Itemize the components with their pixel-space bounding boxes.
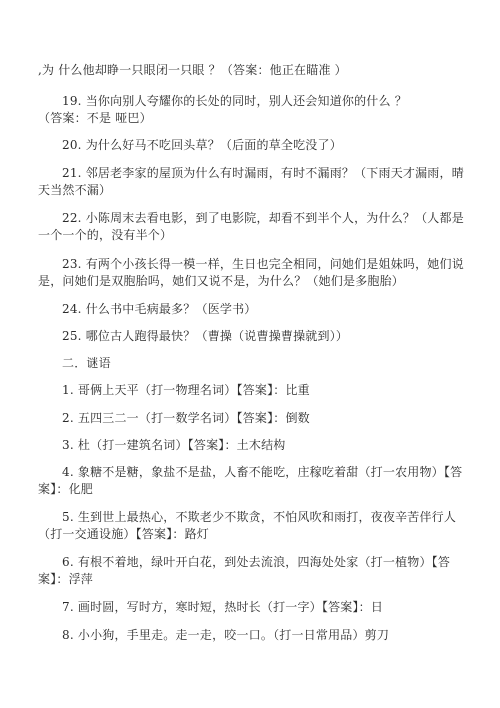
riddle-23-line-1: 23. 有两个小孩长得一模一样，生日也完全相同，问她们是姐妹吗，她们说 [62,257,464,271]
riddle-22-line-2: 一个一个的，没有半个） [38,228,173,242]
riddle-item-4-line-1: 4. 象糖不是糖，象盐不是盐，人畜不能吃，庄稼吃着甜（打一农用物）【答 [62,465,463,479]
riddle-21-line-2: 天当然不漏） [38,183,112,197]
riddle-18-text-end: ,为 什么他却睁一只眼闭一只眼 ？（答案：他正在瞄准 ） [38,63,347,77]
riddle-item-8: 8. 小小狗，手里走。走一走，咬一口。（打一日常用品）剪刀 [62,628,390,642]
section-heading-riddles: 二．谜语 [62,356,111,370]
riddle-item-4-line-2: 案】：化肥 [38,482,94,496]
riddle-item-5-line-1: 5. 生到世上最热心，不欺老少不欺贪，不怕风吹和雨打，夜夜辛苦伴行人 [62,510,457,524]
riddle-item-1: 1. 哥俩上天平（打一物理名词）【答案】：比重 [62,383,310,397]
riddle-item-5-line-2: （打一交通设施）【答案】：路灯 [38,527,210,541]
riddle-item-3: 3. 杜（打一建筑名词）【答案】：土木结构 [62,438,286,452]
riddle-19-question: 19. 当你向别人夸耀你的长处的同时，别人还会知道你的什么 ？ [62,94,407,108]
riddle-item-6-line-1: 6. 有根不着地，绿叶开白花，到处去流浪，四海处处家（打一植物）【答 [62,555,451,569]
riddle-21-line-1: 21. 邻居老李家的屋顶为什么有时漏雨，有时不漏雨？（下雨天才漏雨，晴 [62,166,464,180]
riddle-23-line-2: 是，问她们是双胞胎吗，她们又说不是，为什么？（她们是多胞胎） [38,274,405,288]
riddle-22-line-1: 22. 小陈周末去看电影，到了电影院，却看不到半个人，为什么？（人都是 [62,211,464,225]
riddle-item-6-line-2: 案】：浮萍 [38,572,94,586]
riddle-19-answer: （答案：不是 哑巴） [38,111,152,125]
riddle-item-2: 2. 五四三二一（打一数学名词）【答案】：倒数 [62,411,310,425]
riddle-25: 25. 哪位古人跑得最快？（曹操（说曹操曹操就到）） [62,329,349,343]
riddle-item-7: 7. 画时圆，写时方，寒时短，热时长（打一字）【答案】：日 [62,600,384,614]
riddle-20: 20. 为什么好马不吃回头草？（后面的草全吃没了） [62,138,342,152]
riddle-24: 24. 什么书中毛病最多？（医学书） [62,302,257,316]
